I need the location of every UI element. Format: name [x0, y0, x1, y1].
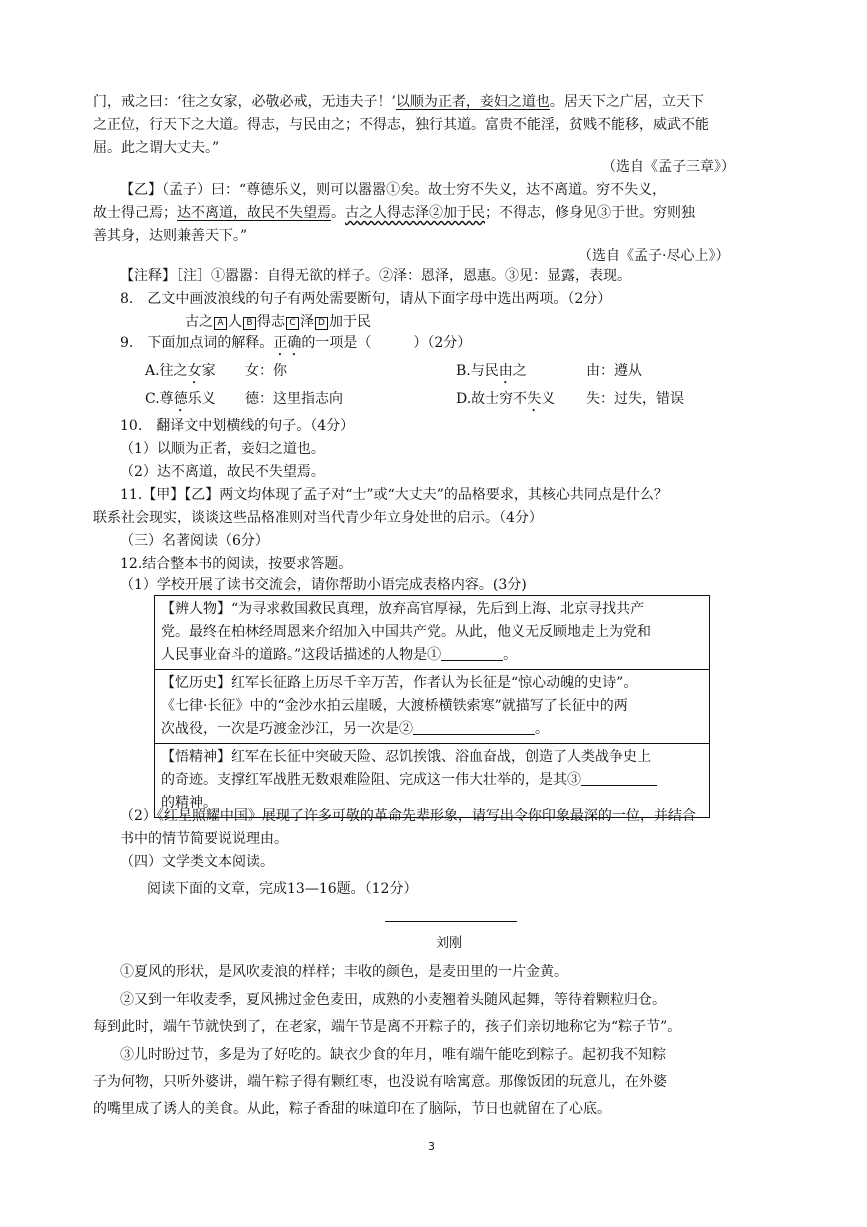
yi-line-1: 【乙】（孟子）曰：“尊德乐义，则可以嚣嚣①矣。故士穷不失义，达不离道。穷不失义，: [120, 182, 667, 198]
yi-source: （选自《孟子·尽心上》）: [578, 248, 730, 264]
essay-paragraph-3-line-3: 的嘴里成了诱人的美食。从此，粽子香甜的味道印在了脑际，节日也就留在了心底。: [93, 1101, 611, 1117]
jia-source: （选自《孟子三章》）: [602, 159, 735, 175]
yi-wavy-sentence: 古之人得志泽②加于民: [345, 205, 485, 221]
essay-paragraph-2-line-1: ②又到一年收麦季，夏风拂过金色麦田，成熟的小麦翘着头随风起舞，等待着颗粒归仓。: [120, 992, 666, 1008]
reading-instruction: 阅读下面的文章，完成13—16题。（12分）: [147, 881, 418, 897]
jia-underlined-sentence: 以顺为正者，妾妇之道也: [395, 94, 550, 110]
table-row-understand-spirit: 【悟精神】红军在长征中突破天险、忍饥挨饿、浴血奋战，创造了人类战争史上 的奇迹。支撑红军战胜无数艰难险阻、完成这一伟大壮举的，是其③ 的精神。: [155, 744, 710, 818]
q9-option-b-explain: 由：遵从: [586, 363, 642, 379]
table-row-identify-person: 【辨人物】“为寻求救国救民真理，放弃高官厚禄，先后到上海、北京寻找共产 党。最终在柏林经周恩来介绍加入中国共产党。从此，他义无反顾地走上为党和 人民事业奋斗的道路。”这段话描述的人物是① 。: [155, 596, 710, 670]
section-4-heading: （四）文学类文本阅读。: [120, 854, 274, 870]
jia-line-1: 门，戒之曰：‘往之女家，必敬必戒，无违夫子！’以顺为正者，妾妇之道也。居天下之广居，立天下: [93, 94, 704, 110]
table-row-recall-history: 【忆历史】红军长征路上历尽千辛万苦，作者认为长征是“惊心动魄的史诗”。 《七律·长征》中的“金沙水拍云崖暖，大渡桥横铁索寒”就描写了长征中的两 次战役，一次是巧渡金沙江，另一次是② 。: [155, 670, 710, 744]
answer-blank-3[interactable]: [581, 771, 657, 786]
essay-paragraph-3-line-2: 子为何物，只听外婆讲，端午粽子得有颗红枣，也没说有啥寓意。那像饭团的玩意儿，在外婆: [93, 1074, 667, 1090]
q10-stem: 10. 翻译文中划横线的句子。（4分）: [120, 418, 355, 434]
q9-dotted-word: 正确: [273, 335, 302, 351]
letter-box-a: A: [214, 317, 227, 330]
yi-underlined-sentence: 达不离道，故民不失望焉: [177, 205, 331, 221]
q9-option-c: C.尊德乐义: [145, 391, 216, 407]
q9-option-d: D.故士穷不失义: [456, 391, 556, 407]
essay-author: 刘刚: [436, 936, 463, 951]
q12-stem: 12.结合整本书的阅读，按要求答题。: [120, 556, 353, 572]
q11-line-2: 联系社会现实，谈谈这些品格准则对当代青少年立身处世的启示。（4分）: [93, 510, 543, 526]
notes: 【注释】［注］①嚣嚣：自得无欲的样子。②泽：恩泽，恩惠。③见：显露，表现。: [120, 268, 631, 284]
letter-box-b: B: [243, 317, 256, 330]
q8-stem: 8. 乙文中画波浪线的句子有两处需要断句，请从下面字母中选出两项。（2分）: [120, 291, 612, 307]
page-number: 3: [428, 1140, 435, 1153]
q12-sub-1: （1）学校开展了读书交流会，请你帮助小语完成表格内容。(3分): [120, 577, 527, 593]
letter-box-d: D: [315, 317, 328, 330]
essay-paragraph-2-line-2: 每到此时，端午节就快到了，在老家，端午节是离不开粽子的，孩子们亲切地称它为“粽子节”。: [93, 1019, 682, 1035]
reading-exchange-table: [154, 595, 710, 818]
jia-line-3: 屈。此之谓大丈夫。”: [93, 140, 220, 156]
answer-blank-1[interactable]: [441, 646, 503, 661]
q8-segment-line: 古之 A 人 B 得志 C 泽 D 加于民: [185, 314, 371, 330]
q12-sub-2-line-1: （2）《红星照耀中国》展现了许多可敬的革命先辈形象，请写出令你印象最深的一位，并结合: [120, 808, 696, 824]
q9-option-d-explain: 失：过失，错误: [586, 391, 684, 407]
yi-line-3: 善其身，达则兼善天下。”: [93, 228, 248, 244]
essay-paragraph-1: ①夏风的形状，是风吹麦浪的样样；丰收的颜色，是麦田里的一片金黄。: [120, 964, 568, 980]
yi-line-2: 故士得己焉；达不离道，故民不失望焉。古之人得志泽②加于民；不得志，修身见③于世。穷则独: [93, 205, 695, 221]
essay-paragraph-3-line-1: ③儿时盼过节，多是为了好吃的。缺衣少食的年月，唯有端午能吃到粽子。起初我不知粽: [120, 1047, 666, 1063]
q10-sentence-1: （1）以顺为正者，妾妇之道也。: [120, 441, 325, 457]
essay-title-blank-line: [385, 921, 517, 922]
q10-sentence-2: （2）达不离道，故民不失望焉。: [120, 464, 325, 480]
q12-sub-2-line-2: 书中的情节简要说说理由。: [120, 831, 288, 847]
q9-stem: 9. 下面加点词的解释。正确的一项是（ ）（2分）: [120, 335, 472, 351]
jia-line-2: 之正位，行天下之大道。得志，与民由之；不得志，独行其道。富贵不能淫，贫贱不能移，威武不能: [93, 117, 709, 133]
q9-option-a-explain: 女：你: [245, 363, 287, 379]
q9-option-b: B.与民由之: [456, 363, 527, 379]
q11-line-1: 11.【甲】【乙】两文均体现了孟子对“士”或“大丈夫”的品格要求，其核心共同点是什么？: [120, 487, 668, 503]
section-3-heading: （三）名著阅读（6分）: [120, 533, 269, 549]
q9-option-a: A.往之女家: [145, 363, 216, 379]
answer-blank-2[interactable]: [413, 720, 535, 735]
q9-option-c-explain: 德：这里指志向: [245, 391, 343, 407]
letter-box-c: C: [286, 317, 299, 330]
